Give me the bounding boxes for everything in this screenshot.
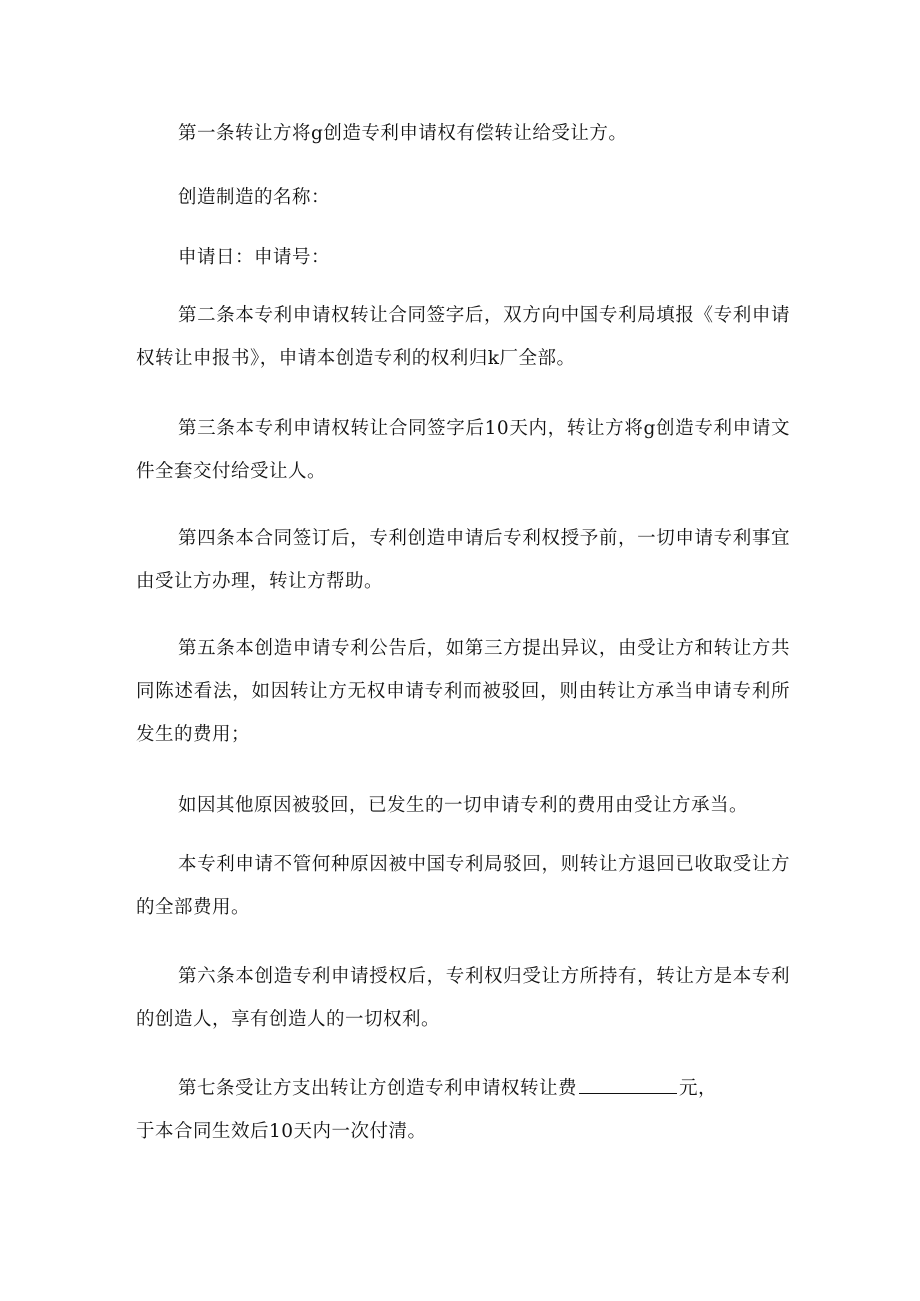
fee-amount-blank — [579, 1075, 677, 1094]
paragraph-article-2: 第二条本专利申请权转让合同签字后，双方向中国专利局填报《专利申请权转让申报书》，申请本创造专利的权利归k厂全部。 — [136, 305, 790, 369]
paragraph-rejection-other: 如因其他原因被驳回，已发生的一切申请专利的费用由受让方承当。 — [178, 795, 749, 816]
paragraph-article-4: 第四条本合同签订后，专利创造申请后专利权授予前，一切申请专利事宜由受让方办理，转让方帮助。 — [136, 528, 790, 592]
article-7-text: 第七条受让方支出转让方创造专利申请权转让费 — [178, 1078, 578, 1099]
paragraph-article-1: 第一条转让方将g创造专利申请权有偿转让给受让方。 — [178, 123, 628, 144]
paragraph-rejection-refund: 本专利申请不管何种原因被中国专利局驳回，则转让方退回已收取受让方的全部费用。 — [136, 854, 790, 918]
paragraph-article-5: 第五条本创造申请专利公告后，如第三方提出异议，由受让方和转让方共同陈述看法，如因转让方无权申请专利而被驳回，则由转让方承当申请专利所发生的费用； — [136, 638, 790, 745]
paragraph-application-info: 申请日：申请号： — [178, 247, 331, 268]
paragraph-article-6: 第六条本创造专利申请授权后，专利权归受让方所持有，转让方是本专利的创造人，享有创造人的一切权利。 — [136, 966, 790, 1030]
paragraph-invention-name: 创造制造的名称： — [178, 187, 331, 208]
article-7-currency: 元， — [679, 1078, 718, 1099]
paragraph-article-3: 第三条本专利申请权转让合同签字后10天内，转让方将g创造专利申请文件全套交付给受让人。 — [136, 418, 790, 482]
paragraph-article-7-payment: 于本合同生效后10天内一次付清。 — [136, 1121, 427, 1142]
paragraph-article-7 — [136, 1067, 790, 1110]
